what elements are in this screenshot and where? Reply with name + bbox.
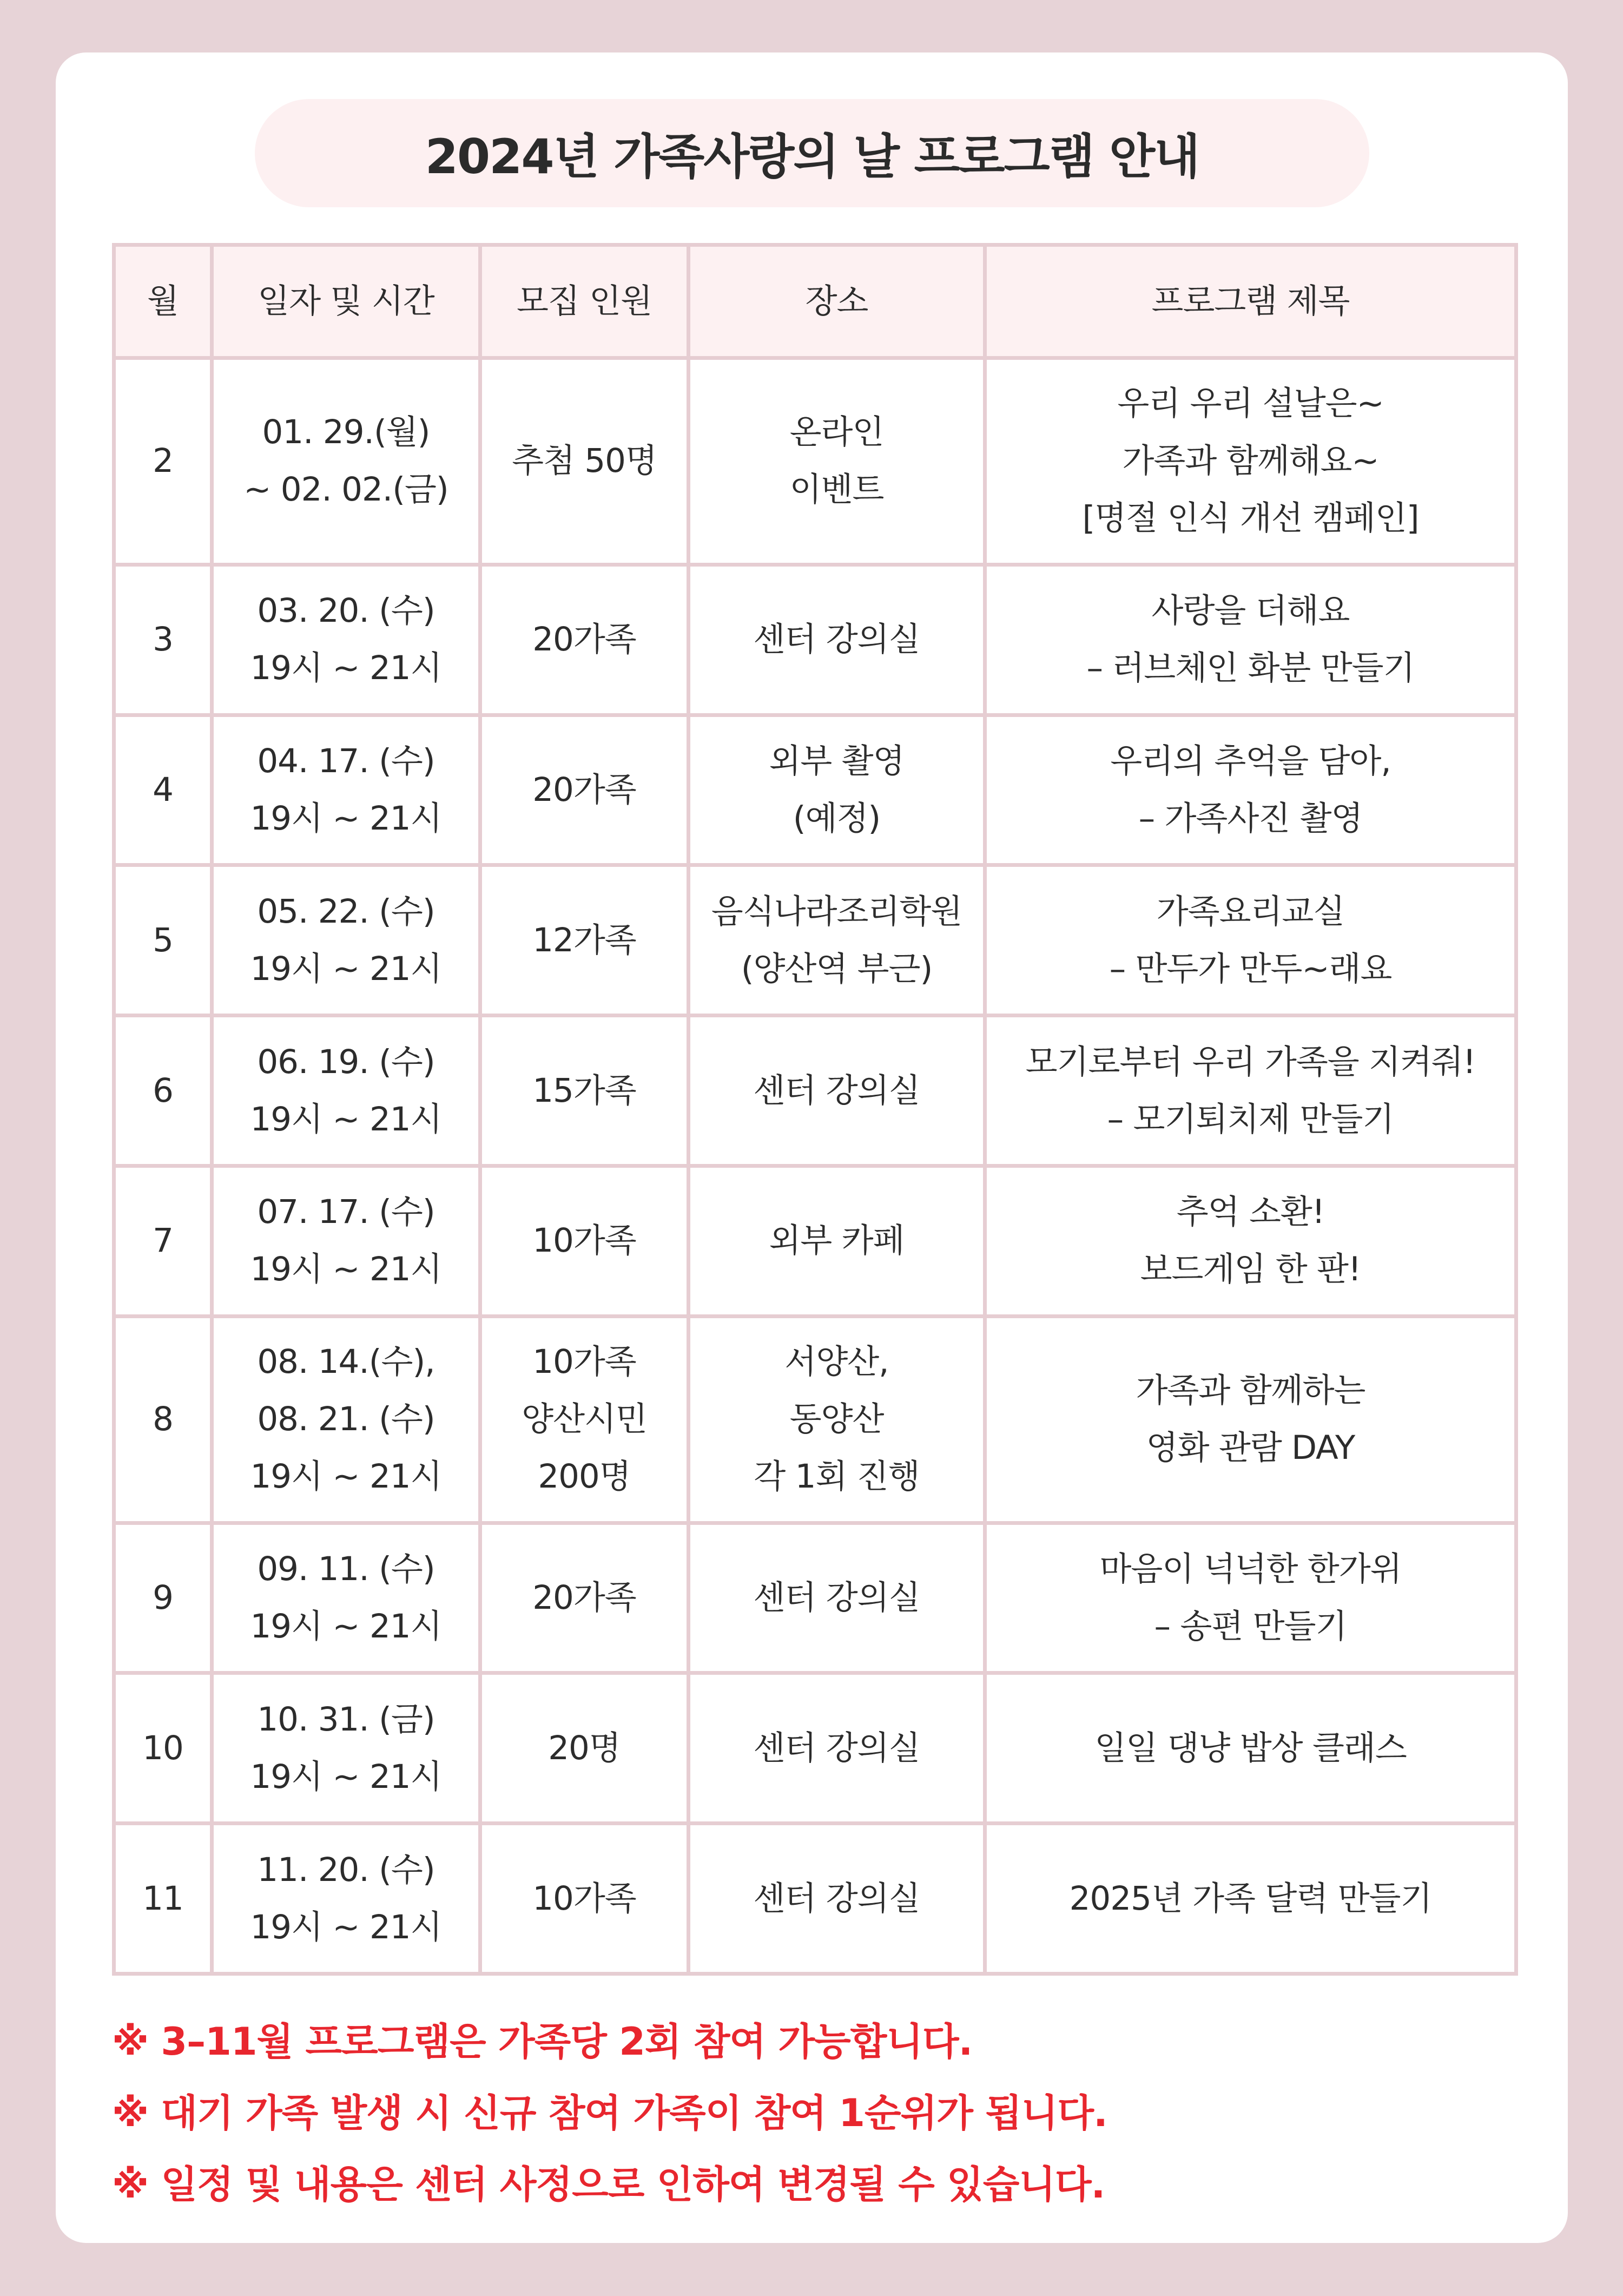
cell-venue-line: 센터 강의실	[753, 1879, 920, 1918]
cell-datetime-line: 07. 17. (수)	[257, 1193, 435, 1232]
cell-venue-line: 온라인	[789, 413, 884, 452]
cell-program	[985, 1316, 1516, 1523]
cell-capacity-line: 12가족	[532, 920, 636, 959]
cell-datetime	[212, 1824, 480, 1974]
cell-program-line: – 송편 만들기	[1154, 1607, 1347, 1646]
cell-program	[985, 358, 1516, 565]
cell-month: 3	[114, 564, 212, 715]
cell-capacity	[480, 1824, 689, 1974]
cell-datetime	[212, 358, 480, 565]
cell-datetime-line: 19시 ~ 21시	[250, 1907, 442, 1946]
cell-datetime-line: 08. 14.(수),	[257, 1343, 435, 1381]
cell-venue-line: 서양산,	[784, 1343, 889, 1381]
cell-capacity	[480, 1523, 689, 1673]
cell-datetime-line: 05. 22. (수)	[257, 892, 435, 931]
cell-venue	[689, 1673, 985, 1824]
cell-venue-line: 센터 강의실	[753, 1728, 920, 1767]
cell-month: 5	[114, 865, 212, 1016]
cell-month: 8	[114, 1316, 212, 1523]
column-header-venue: 장소	[689, 245, 985, 358]
cell-capacity-line: 20가족	[532, 1578, 636, 1617]
cell-program-line: 우리 우리 설날은~	[1117, 384, 1384, 423]
table-row	[114, 1824, 1516, 1974]
cell-program	[985, 865, 1516, 1016]
cell-datetime-line: 06. 19. (수)	[257, 1042, 435, 1081]
table-row	[114, 1523, 1516, 1673]
cell-capacity-line: 양산시민	[522, 1400, 647, 1439]
cell-datetime-line: 19시 ~ 21시	[250, 1100, 442, 1139]
cell-venue	[689, 1166, 985, 1316]
cell-program-line: 가족과 함께해요~	[1122, 442, 1379, 481]
cell-datetime	[212, 1523, 480, 1673]
cell-program-line: 영화 관람 DAY	[1146, 1429, 1355, 1468]
cell-venue	[689, 715, 985, 865]
cell-datetime	[212, 865, 480, 1016]
table-row	[114, 865, 1516, 1016]
cell-venue-line: 센터 강의실	[753, 620, 920, 659]
cell-capacity	[480, 1316, 689, 1523]
cell-venue-line: 음식나라조리학원	[711, 892, 962, 931]
cell-capacity-line: 10가족	[532, 1343, 636, 1381]
cell-datetime-line: 19시 ~ 21시	[250, 799, 442, 838]
cell-datetime-line: 19시 ~ 21시	[250, 1250, 442, 1289]
cell-datetime	[212, 1316, 480, 1523]
cell-program-line: – 가족사진 촬영	[1138, 799, 1363, 838]
cell-month: 6	[114, 1016, 212, 1166]
cell-month: 10	[114, 1673, 212, 1824]
page-title: 2024년 가족사랑의 날 프로그램 안내	[255, 99, 1369, 207]
cell-venue	[689, 358, 985, 565]
cell-venue-line: 외부 카페	[769, 1221, 905, 1260]
cell-venue	[689, 1523, 985, 1673]
cell-datetime	[212, 1016, 480, 1166]
cell-capacity	[480, 715, 689, 865]
cell-datetime-line: 01. 29.(월)	[262, 413, 430, 452]
table-row	[114, 564, 1516, 715]
cell-program	[985, 1016, 1516, 1166]
cell-program-line: [명절 인식 개선 캠페인]	[1082, 499, 1419, 538]
cell-capacity-line: 200명	[538, 1457, 631, 1496]
cell-venue-line: 이벤트	[789, 470, 884, 509]
cell-datetime-line: 04. 17. (수)	[257, 742, 435, 780]
cell-capacity	[480, 865, 689, 1016]
table-row	[114, 1016, 1516, 1166]
cell-datetime-line: 08. 21. (수)	[257, 1400, 435, 1439]
cell-program-line: – 러브체인 화분 만들기	[1086, 649, 1415, 688]
cell-program-line: 가족요리교실	[1156, 892, 1345, 931]
cell-program-line: 2025년 가족 달력 만들기	[1069, 1879, 1432, 1918]
cell-datetime	[212, 715, 480, 865]
cell-datetime-line: 09. 11. (수)	[257, 1549, 435, 1588]
column-header-month: 월	[114, 245, 212, 358]
notes-section	[112, 2006, 1519, 2220]
note-participation-limit: ※ 3–11월 프로그램은 가족당 2회 참여 가능합니다.	[112, 2019, 973, 2064]
cell-capacity-line: 추첨 50명	[512, 442, 657, 481]
cell-datetime-line: 11. 20. (수)	[257, 1850, 435, 1889]
cell-capacity	[480, 1016, 689, 1166]
cell-program-line: 마음이 넉넉한 한가위	[1099, 1549, 1402, 1588]
cell-datetime	[212, 1673, 480, 1824]
table-row	[114, 715, 1516, 865]
cell-venue	[689, 1824, 985, 1974]
cell-datetime-line: 19시 ~ 21시	[250, 649, 442, 688]
cell-program-line: 추억 소환!	[1176, 1193, 1325, 1232]
cell-capacity-line: 20명	[548, 1728, 621, 1767]
cell-capacity-line: 10가족	[532, 1221, 636, 1260]
cell-capacity	[480, 1166, 689, 1316]
program-table	[112, 243, 1518, 1976]
cell-program-line: 우리의 추억을 담아,	[1110, 742, 1391, 780]
cell-datetime-line: 03. 20. (수)	[257, 591, 435, 630]
table-row	[114, 358, 1516, 565]
cell-venue	[689, 1016, 985, 1166]
column-header-datetime: 일자 및 시간	[212, 245, 480, 358]
cell-datetime	[212, 564, 480, 715]
cell-datetime-line: 19시 ~ 21시	[250, 1607, 442, 1646]
cell-program	[985, 1166, 1516, 1316]
cell-capacity	[480, 1673, 689, 1824]
cell-venue-line: 동양산	[789, 1400, 884, 1439]
cell-program	[985, 1824, 1516, 1974]
cell-venue-line: (양산역 부근)	[741, 949, 933, 988]
cell-program-line: 사랑을 더해요	[1151, 591, 1350, 630]
table-row	[114, 1673, 1516, 1824]
cell-venue	[689, 865, 985, 1016]
cell-datetime-line: 10. 31. (금)	[257, 1700, 435, 1739]
note-waitlist-priority: ※ 대기 가족 발생 시 신규 참여 가족이 참여 1순위가 됩니다.	[112, 2091, 1107, 2135]
cell-venue	[689, 564, 985, 715]
cell-venue-line: 각 1회 진행	[754, 1457, 920, 1496]
cell-program-line: 일일 댕냥 밥상 클래스	[1094, 1728, 1407, 1767]
cell-month: 2	[114, 358, 212, 565]
cell-month: 4	[114, 715, 212, 865]
cell-month: 11	[114, 1824, 212, 1974]
cell-month: 9	[114, 1523, 212, 1673]
cell-capacity	[480, 358, 689, 565]
cell-program	[985, 1673, 1516, 1824]
cell-venue-line: 센터 강의실	[753, 1578, 920, 1617]
cell-datetime-line: 19시 ~ 21시	[250, 1757, 442, 1796]
note-schedule-change: ※ 일정 및 내용은 센터 사정으로 인하여 변경될 수 있습니다.	[112, 2162, 1105, 2207]
cell-datetime	[212, 1166, 480, 1316]
cell-program-line: 보드게임 한 판!	[1140, 1250, 1361, 1289]
cell-venue-line: 센터 강의실	[753, 1071, 920, 1110]
column-header-program: 프로그램 제목	[985, 245, 1516, 358]
cell-capacity-line: 20가족	[532, 771, 636, 809]
cell-datetime-line: 19시 ~ 21시	[250, 949, 442, 988]
table-header-row	[114, 245, 1516, 358]
cell-program-line: – 만두가 만두~래요	[1109, 949, 1392, 988]
cell-venue-line: (예정)	[793, 799, 881, 838]
cell-program-line: – 모기퇴치제 만들기	[1107, 1100, 1394, 1139]
cell-capacity-line: 15가족	[532, 1071, 636, 1110]
notice-card	[56, 52, 1568, 2243]
cell-venue-line: 외부 촬영	[769, 742, 905, 780]
cell-capacity-line: 20가족	[532, 620, 636, 659]
column-header-capacity: 모집 인원	[480, 245, 689, 358]
cell-program	[985, 1523, 1516, 1673]
cell-month: 7	[114, 1166, 212, 1316]
cell-datetime-line: 19시 ~ 21시	[250, 1457, 442, 1496]
cell-program	[985, 715, 1516, 865]
table-row	[114, 1316, 1516, 1523]
cell-datetime-line: ~ 02. 02.(금)	[243, 470, 448, 509]
table-body	[114, 358, 1516, 1974]
cell-capacity	[480, 564, 689, 715]
cell-program	[985, 564, 1516, 715]
cell-program-line: 가족과 함께하는	[1136, 1371, 1365, 1410]
cell-venue	[689, 1316, 985, 1523]
cell-capacity-line: 10가족	[532, 1879, 636, 1918]
cell-program-line: 모기로부터 우리 가족을 지켜줘!	[1025, 1042, 1476, 1081]
table-row	[114, 1166, 1516, 1316]
